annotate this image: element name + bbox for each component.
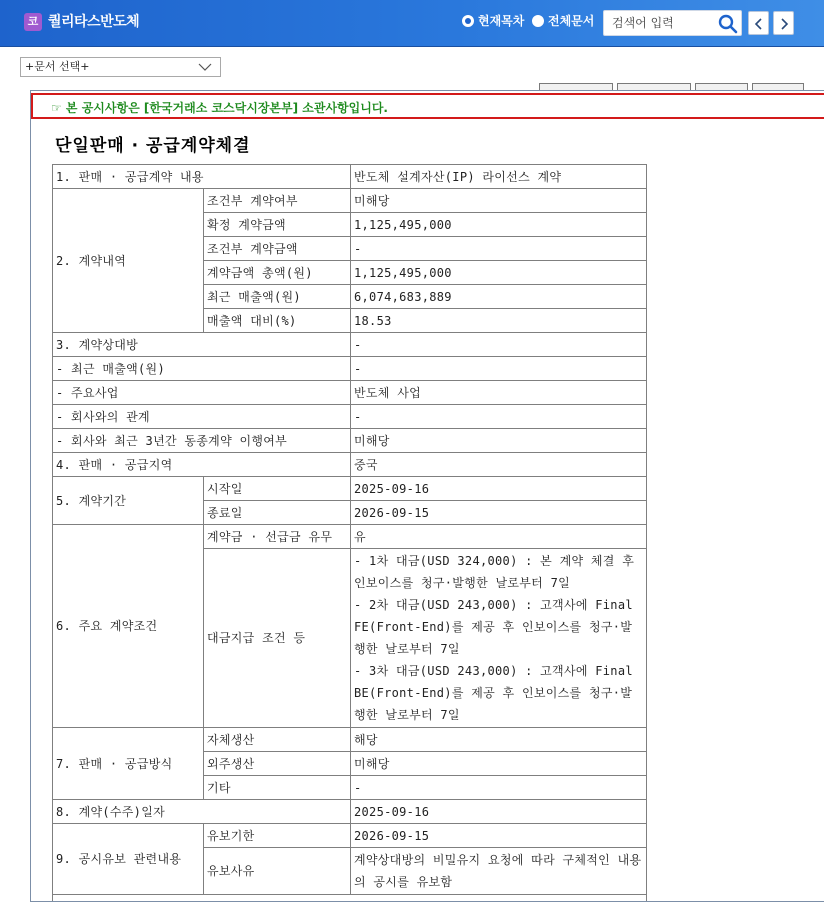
payment-terms: - 1차 대금(USD 324,000) : 본 계약 체결 후 인보이스를 청구·발행한 날로부터 7일 - 2차 대금(USD 243,000) : 고객사에 Final FE(Front-End)를 제공 후 인보이스를 청구·발행한 날로부터 7일 - 3차 대금(USD 243,000) : 고객사에 Final BE(Front-End)를 제공 후 인보이스를 청구·발행한 날로부터 7일 [351,549,647,728]
prev-button[interactable] [748,11,769,35]
row-label: 8. 계약(수주)일자 [53,800,351,824]
sub-label: 계약금액 총액(원) [204,261,351,285]
table-row [53,189,647,213]
row-value: 2026-09-15 [351,501,647,525]
row-value: 미해당 [351,752,647,776]
chevron-down-icon [198,63,212,71]
table-row [53,800,647,824]
top-bar [0,0,824,47]
table-row [53,333,647,357]
sub-label: 대금지급 조건 등 [204,549,351,728]
row-value: 반도체 사업 [351,381,647,405]
table-row [53,165,647,189]
company-logo-icon: 코 [24,13,42,31]
document-select-label: +문서 선택+ [25,60,90,73]
row-label: 2. 계약내역 [53,189,204,333]
row-value: 6,074,683,889 [351,285,647,309]
jurisdiction-notice: ☞ 본 공시사항은 [한국거래소 코스닥시장본부] 소관사항입니다. [31,93,824,119]
sub-label: 조건부 계약여부 [204,189,351,213]
radio-current-section[interactable] [462,12,524,29]
row-label: 1. 판매 · 공급계약 내용 [53,165,351,189]
row-label: - 회사와 최근 3년간 동종계약 이행여부 [53,429,351,453]
document-select[interactable] [20,57,221,77]
document-viewer [30,90,824,902]
row-value: - [351,405,647,429]
table-row [53,357,647,381]
row-value: 반도체 설계자산(IP) 라이선스 계약 [351,165,647,189]
table-row [53,453,647,477]
row-value: 중국 [351,453,647,477]
table-row [53,824,647,848]
row-value: 계약상대방의 비밀유지 요청에 따라 구체적인 내용의 공시를 유보함 [351,848,647,895]
sub-label: 유보기한 [204,824,351,848]
sub-label: 매출액 대비(%) [204,309,351,333]
row-value: 해당 [351,728,647,752]
row-label: 4. 판매 · 공급지역 [53,453,351,477]
table-row [53,405,647,429]
sub-label: 외주생산 [204,752,351,776]
document-title: 단일판매 · 공급계약체결 [55,136,251,156]
sub-label: 종료일 [204,501,351,525]
chevron-left-icon [754,18,764,30]
row-label: - 주요사업 [53,381,351,405]
next-button[interactable] [773,11,794,35]
sub-label: 확정 계약금액 [204,213,351,237]
table-row [53,429,647,453]
row-value: 미해당 [351,189,647,213]
row-value: 18.53 [351,309,647,333]
row-label: 5. 계약기간 [53,477,204,525]
sub-label: 유보사유 [204,848,351,895]
row-value: - [351,776,647,800]
sub-label: 자체생산 [204,728,351,752]
table-cell-empty [53,895,647,903]
row-label: - 회사와의 관계 [53,405,351,429]
table-row [53,381,647,405]
row-value: 1,125,495,000 [351,261,647,285]
sub-label: 조건부 계약금액 [204,237,351,261]
chevron-right-icon [779,18,789,30]
row-value: - [351,357,647,381]
radio-checked-icon[interactable] [462,15,474,27]
row-value: 2026-09-15 [351,824,647,848]
radio-whole-document[interactable] [532,12,594,29]
row-value: 미해당 [351,429,647,453]
row-label: 9. 공시유보 관련내용 [53,824,204,895]
radio-unchecked-icon[interactable] [532,15,544,27]
radio-all-label: 전체문서 [548,14,595,28]
search-icon[interactable] [717,13,739,35]
disclosure-table [52,164,647,902]
table-row [53,477,647,501]
table-row [53,895,647,903]
sub-label: 계약금 · 선급금 유무 [204,525,351,549]
sub-label: 시작일 [204,477,351,501]
row-value: 2025-09-16 [351,800,647,824]
table-row [53,525,647,549]
sub-label: 기타 [204,776,351,800]
row-value: - [351,237,647,261]
row-label: 7. 판매 · 공급방식 [53,728,204,800]
row-label: 6. 주요 계약조건 [53,525,204,728]
row-value: 2025-09-16 [351,477,647,501]
table-row [53,728,647,752]
row-value: 1,125,495,000 [351,213,647,237]
row-label: 3. 계약상대방 [53,333,351,357]
row-value: - [351,333,647,357]
radio-current-label: 현재목차 [478,14,525,28]
row-label: - 최근 매출액(원) [53,357,351,381]
sub-label: 최근 매출액(원) [204,285,351,309]
search-input[interactable] [604,11,714,35]
company-name: 퀄리타스반도체 [48,14,140,30]
search-box [603,10,742,36]
row-value: 유 [351,525,647,549]
